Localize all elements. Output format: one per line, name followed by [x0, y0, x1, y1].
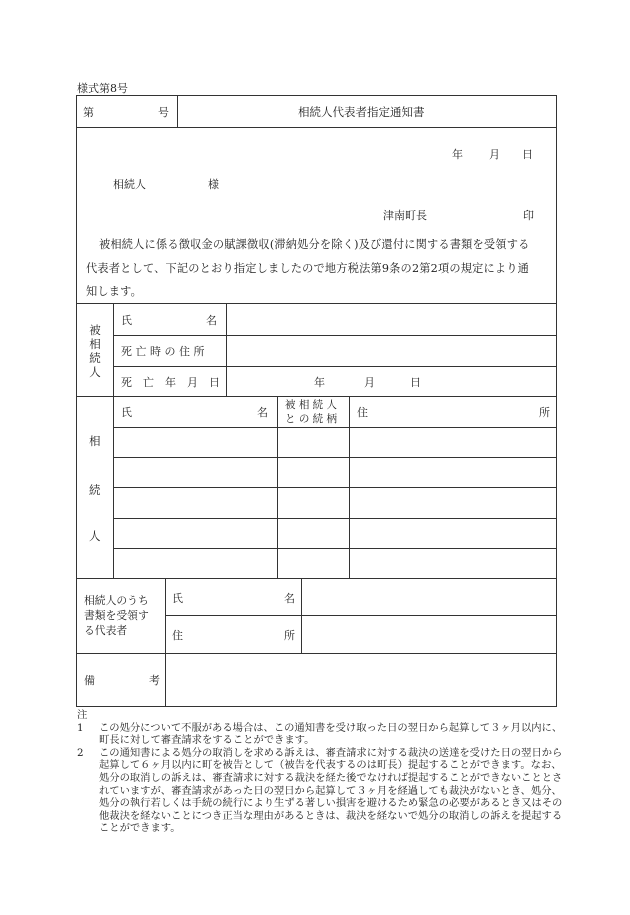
number-prefix: 第: [83, 106, 94, 119]
divider: [76, 653, 557, 654]
divider: [165, 615, 557, 616]
document-title: 相続人代表者指定通知書: [298, 105, 425, 119]
notes-heading: 注: [77, 709, 88, 721]
divider: [76, 303, 557, 304]
note-number: 1: [77, 721, 84, 734]
divider: [113, 487, 557, 488]
divider: [113, 427, 557, 428]
date-year: 年: [452, 148, 463, 161]
divider: [113, 335, 557, 336]
body-line-3: 知します。: [86, 285, 143, 298]
divider: [113, 518, 557, 519]
representative-name-label-a: 氏: [172, 592, 183, 605]
divider: [76, 127, 557, 128]
death-year: 年: [314, 376, 325, 389]
death-month: 月: [364, 376, 375, 389]
heirs-col-relation-line-1: 被 相 続 人: [285, 399, 338, 411]
note-number: 2: [77, 746, 84, 759]
remarks-label-a: 備: [84, 674, 95, 687]
divider: [349, 396, 350, 578]
divider: [113, 303, 114, 578]
divider: [113, 366, 557, 367]
body-line-1: 被相続人に係る徴収金の賦課徴収(滞納処分を除く)及び還付に関する書類を受領する: [99, 238, 530, 251]
representative-address-label-b: 所: [284, 629, 295, 642]
divider: [277, 396, 278, 578]
date-day: 日: [522, 148, 533, 161]
representative-label-line-1: 相続人のうち: [84, 594, 149, 607]
representative-name-label-b: 名: [284, 592, 295, 605]
decedent-name-label-a: 氏: [121, 314, 132, 327]
heirs-section-char-2: 続: [89, 483, 101, 497]
recipient: 相続人: [113, 178, 146, 191]
decedent-death-date-label: 死 亡 年 月 日: [121, 376, 220, 389]
decedent-name-label-b: 名: [206, 314, 217, 327]
decedent-section-label: 被相続人: [89, 323, 101, 379]
body-line-2: 代表者として、下記のとおり指定しましたので地方税法第9条の2第2項の規定により通: [86, 262, 530, 275]
heirs-col-name-a: 氏: [121, 406, 132, 419]
heirs-col-address-b: 所: [539, 406, 550, 419]
divider: [76, 578, 557, 579]
list-item: [77, 722, 567, 747]
divider: [165, 578, 166, 707]
heirs-col-name-b: 名: [257, 406, 268, 419]
notes-section: [77, 709, 567, 835]
heirs-col-address-a: 住: [357, 406, 368, 419]
heirs-section-char-1: 相: [89, 434, 101, 448]
form-number: 様式第8号: [77, 82, 128, 95]
seal: 印: [523, 209, 534, 222]
divider: [177, 95, 178, 127]
divider: [226, 303, 227, 396]
representative-address-label-a: 住: [172, 629, 183, 642]
decedent-address-label: 死 亡 時 の 住 所: [121, 345, 205, 358]
list-item: [77, 747, 567, 835]
representative-label-line-2: 書類を受領す: [84, 609, 149, 622]
representative-label-line-3: る代表者: [84, 624, 128, 637]
divider: [301, 578, 302, 653]
remarks-label-b: 考: [149, 674, 160, 687]
date-month: 月: [489, 148, 500, 161]
note-text: この処分について不服がある場合は、この通知書を受け取った日の翌日から起算して３ヶ月以内に、町長に対して審査請求をすることができます。: [99, 721, 563, 747]
divider: [113, 457, 557, 458]
heirs-section-char-3: 人: [89, 529, 101, 543]
recipient-honorific: 様: [208, 178, 219, 191]
note-text: この通知書による処分の取消しを求める訴えは、審査請求に対する裁決の送達を受けた日の翌日から起算して６ヶ月以内に町を被告として（被告を代表するのは町長）提起することができます。なお、処分の取消しの訴えは、審査請求に対する裁決を経た後でなければ提起することができないこととされていますが、審査請求があった日の翌日から起算して３ヶ月を経過しても裁決がないとき、処分、処分の執行若しくは手続の続行により生ずる著しい損害を避けるため緊急の必要があるとき又はその他裁決を経ないことにつき正当な理由があるときは、裁決を経ないで処分の取消しの訴えを提起することができます。: [99, 746, 563, 835]
death-day: 日: [410, 376, 421, 389]
number-suffix: 号: [158, 106, 169, 119]
issuer: 津南町長: [383, 209, 427, 222]
divider: [113, 548, 557, 549]
heirs-col-relation-line-2: と の 続 柄: [285, 413, 338, 425]
